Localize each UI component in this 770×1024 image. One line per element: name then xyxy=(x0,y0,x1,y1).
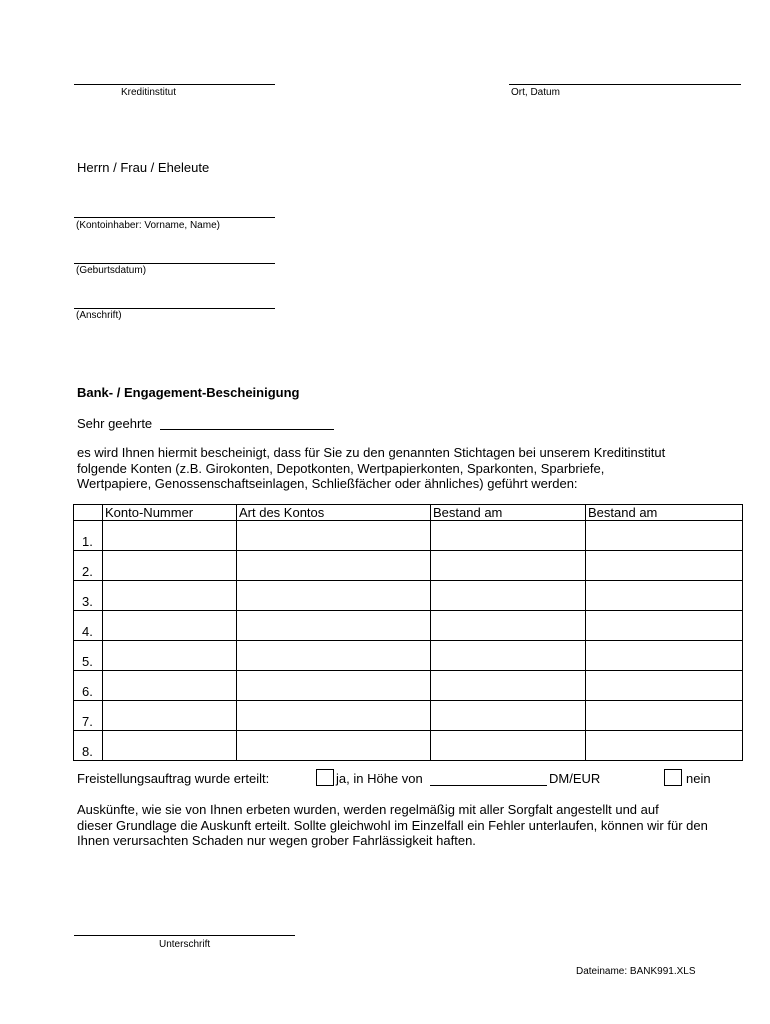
row-number: 1. xyxy=(74,521,103,551)
column-header-konto-nummer: Konto-Nummer xyxy=(103,505,237,521)
bestand-am-2-cell[interactable] xyxy=(586,551,743,581)
konto-nummer-cell[interactable] xyxy=(103,701,237,731)
table-row xyxy=(74,701,743,731)
disclaimer-line: Ihnen verursachten Schaden nur wegen grober Fahrlässigkeit haften. xyxy=(77,833,476,848)
ort-datum-line xyxy=(509,84,741,85)
row-number: 2. xyxy=(74,551,103,581)
ja-checkbox[interactable] xyxy=(316,769,334,786)
nein-checkbox[interactable] xyxy=(664,769,682,786)
greeting: Sehr geehrte xyxy=(77,416,153,431)
betrag-line[interactable] xyxy=(430,785,547,786)
document-title: Bank- / Engagement-Bescheinigung xyxy=(77,385,300,400)
art-des-kontos-cell[interactable] xyxy=(237,611,431,641)
disclaimer-line: Auskünfte, wie sie von Ihnen erbeten wurden, werden regelmäßig mit aller Sorgfalt angestellt und auf xyxy=(77,802,659,817)
table-row xyxy=(74,671,743,701)
dateiname-label: Dateiname: BANK991.XLS xyxy=(576,966,696,977)
konto-nummer-cell[interactable] xyxy=(103,581,237,611)
table-row xyxy=(74,521,743,551)
konto-nummer-cell[interactable] xyxy=(103,611,237,641)
bestand-am-1-cell[interactable] xyxy=(431,641,586,671)
bestand-am-1-cell[interactable] xyxy=(431,581,586,611)
row-number: 8. xyxy=(74,731,103,761)
ort-datum-label: Ort, Datum xyxy=(511,87,560,98)
bestand-am-2-cell[interactable] xyxy=(586,581,743,611)
disclaimer-line: dieser Grundlage die Auskunft erteilt. Sollte gleichwohl im Einzelfall ein Fehler unterlaufen, können wir für den xyxy=(77,817,708,833)
konto-nummer-cell[interactable] xyxy=(103,671,237,701)
kreditinstitut-label: Kreditinstitut xyxy=(121,87,177,98)
row-number: 6. xyxy=(74,671,103,701)
table-row xyxy=(74,641,743,671)
unterschrift-label: Unterschrift xyxy=(159,939,211,950)
bestand-am-2-cell[interactable] xyxy=(586,731,743,761)
art-des-kontos-cell[interactable] xyxy=(237,551,431,581)
bestand-am-1-cell[interactable] xyxy=(431,611,586,641)
bestand-am-2-cell[interactable] xyxy=(586,701,743,731)
intro-line: folgende Konten (z.B. Girokonten, Depotkonten, Wertpapierkonten, Sparkonten, Sparbriefe, xyxy=(77,460,605,476)
intro-paragraph xyxy=(77,445,665,492)
bestand-am-1-cell[interactable] xyxy=(431,671,586,701)
table-row xyxy=(74,581,743,611)
geburtsdatum-line xyxy=(74,263,275,264)
konto-nummer-cell[interactable] xyxy=(103,521,237,551)
bestand-am-1-cell[interactable] xyxy=(431,521,586,551)
kontoinhaber-line xyxy=(74,217,275,218)
kreditinstitut-line xyxy=(74,84,275,85)
bestand-am-2-cell[interactable] xyxy=(586,521,743,551)
konto-nummer-cell[interactable] xyxy=(103,731,237,761)
art-des-kontos-cell[interactable] xyxy=(237,701,431,731)
intro-line: es wird Ihnen hiermit bescheinigt, dass für Sie zu den genannten Stichtagen bei unserem Kreditinstitut xyxy=(77,445,666,460)
greeting-name-line xyxy=(160,429,334,430)
table-row xyxy=(74,731,743,761)
konto-nummer-cell[interactable] xyxy=(103,641,237,671)
currency-label: DM/EUR xyxy=(549,771,601,786)
geburtsdatum-label: (Geburtsdatum) xyxy=(76,265,147,276)
unterschrift-line xyxy=(74,935,295,936)
ja-label: ja, in Höhe von xyxy=(336,771,423,786)
table-row xyxy=(74,551,743,581)
column-header-art-des-kontos: Art des Kontos xyxy=(237,505,431,521)
accounts-table xyxy=(73,504,743,761)
anschrift-label: (Anschrift) xyxy=(76,310,122,321)
row-number: 4. xyxy=(74,611,103,641)
kontoinhaber-label: (Kontoinhaber: Vorname, Name) xyxy=(76,220,220,231)
row-number: 3. xyxy=(74,581,103,611)
disclaimer-paragraph xyxy=(77,802,708,849)
bestand-am-1-cell[interactable] xyxy=(431,551,586,581)
art-des-kontos-cell[interactable] xyxy=(237,671,431,701)
row-number: 7. xyxy=(74,701,103,731)
bestand-am-2-cell[interactable] xyxy=(586,671,743,701)
bestand-am-1-cell[interactable] xyxy=(431,731,586,761)
art-des-kontos-cell[interactable] xyxy=(237,581,431,611)
art-des-kontos-cell[interactable] xyxy=(237,731,431,761)
column-header-bestand-am-2: Bestand am xyxy=(586,505,743,521)
nein-label: nein xyxy=(686,771,711,786)
bestand-am-2-cell[interactable] xyxy=(586,641,743,671)
column-header-bestand-am-1: Bestand am xyxy=(431,505,586,521)
freistellung-label: Freistellungsauftrag wurde erteilt: xyxy=(77,771,270,786)
salutation: Herrn / Frau / Eheleute xyxy=(77,160,210,175)
konto-nummer-cell[interactable] xyxy=(103,551,237,581)
table-row xyxy=(74,611,743,641)
bestand-am-2-cell[interactable] xyxy=(586,611,743,641)
intro-line: Wertpapiere, Genossenschaftseinlagen, Schließfächer oder ähnliches) geführt werden: xyxy=(77,476,578,491)
row-number: 5. xyxy=(74,641,103,671)
anschrift-line xyxy=(74,308,275,309)
bestand-am-1-cell[interactable] xyxy=(431,701,586,731)
table-header-row xyxy=(74,505,743,521)
column-header-number xyxy=(74,505,103,521)
art-des-kontos-cell[interactable] xyxy=(237,521,431,551)
art-des-kontos-cell[interactable] xyxy=(237,641,431,671)
